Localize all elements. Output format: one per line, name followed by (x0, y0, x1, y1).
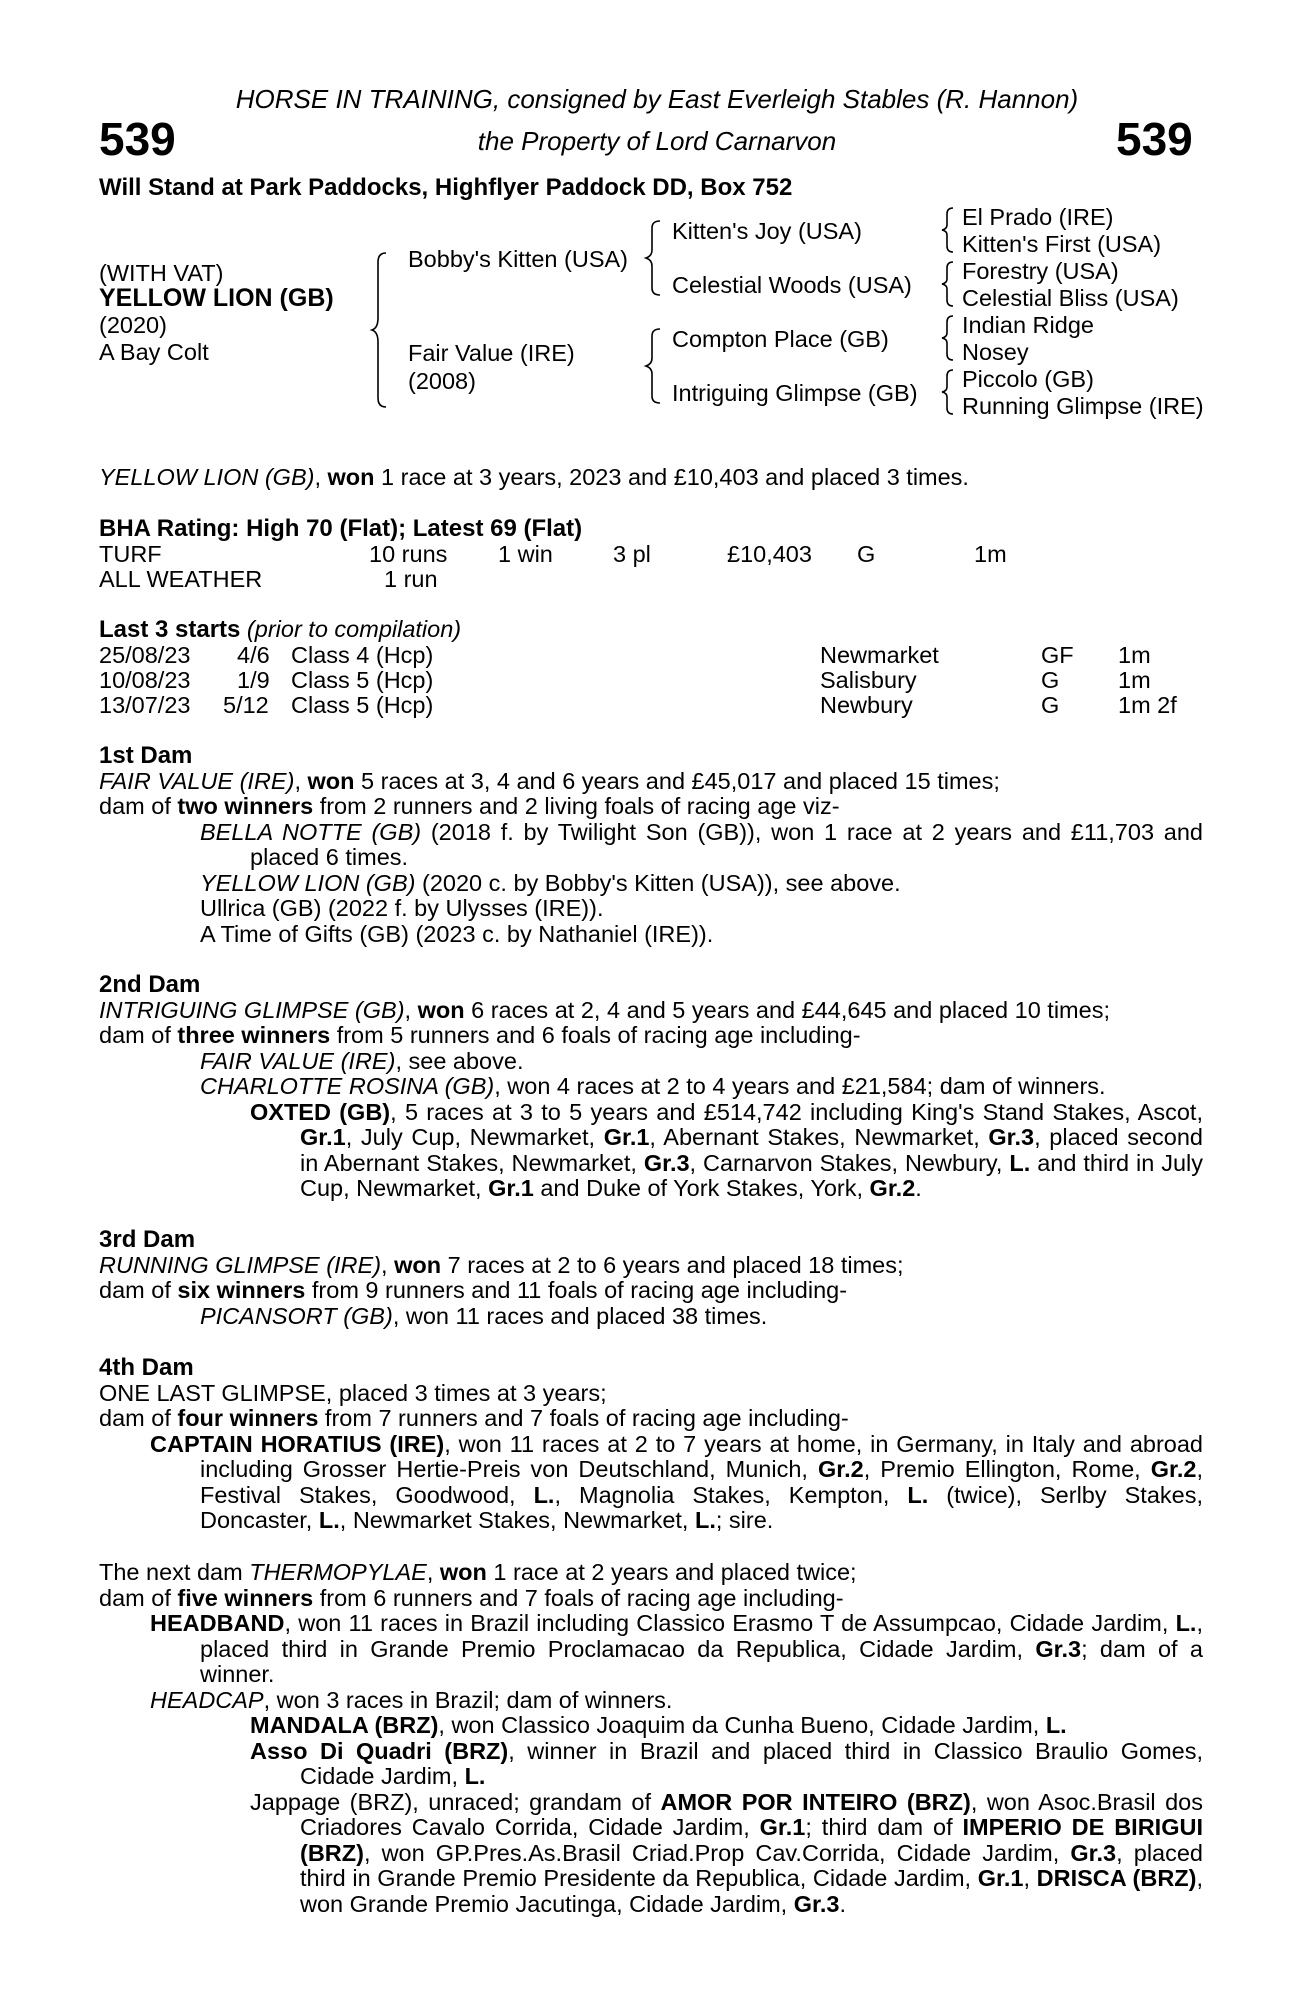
property-line: the Property of Lord Carnarvon (477, 126, 837, 156)
start-going: G (1041, 667, 1060, 693)
produce-text: from 5 runners and 6 foals of racing age including- (330, 1022, 861, 1048)
dam-year: (2008) (408, 368, 476, 394)
bracket-sd (940, 260, 956, 308)
produce-name: IMPERIO DE BIRIGUI (BRZ) (300, 1814, 1203, 1866)
produce-record: (2020 c. by Bobby's Kitten (USA)), see above. (415, 869, 901, 896)
horse-description: A Bay Colt (99, 339, 209, 365)
record-text: , won 3 races in Brazil; dam of winners. (263, 1686, 673, 1713)
grade-label: Gr.1 (300, 1124, 346, 1150)
bracket-dd (940, 368, 956, 416)
produce-text: from 7 runners and 7 foals of racing age including- (318, 1405, 849, 1431)
sss: El Prado (IRE) (962, 204, 1114, 230)
produce-text: from 6 runners and 7 foals of racing age including- (313, 1584, 844, 1611)
next-dam-line (99, 1560, 1203, 1586)
summary-won: won (327, 464, 375, 490)
third-dam-section (99, 1227, 1203, 1329)
produce-name: OXTED (GB) (250, 1098, 391, 1125)
record-text: 1 race at 2 years and placed twice; (486, 1559, 857, 1585)
record-text: ; third dam of (805, 1814, 963, 1840)
record-text: , 5 races at 3 to 5 years and £514,742 including King's Stand Stakes, Ascot, (390, 1098, 1203, 1125)
bracket-ss (940, 206, 956, 254)
grade-label: Gr.2 (1150, 1456, 1197, 1482)
produce-name: PICANSORT (GB) (200, 1302, 393, 1329)
winners-count: three winners (177, 1022, 331, 1048)
summary-rest: 1 race at 3 years, 2023 and £10,403 and placed 3 times. (374, 464, 969, 490)
produce-name: FAIR VALUE (IRE) (200, 1047, 396, 1074)
first-dam-section (99, 743, 1203, 947)
second-dam-produce (99, 1023, 1203, 1049)
produce-text: from 9 runners and 11 foals of racing age including- (305, 1277, 848, 1303)
record-text: , won 11 races in Brazil including Classico Erasmo T de Assumpcao, Cidade Jardim, (284, 1610, 1176, 1636)
start-course: Newmarket (820, 642, 939, 668)
start-date: 25/08/23 (99, 642, 191, 668)
second-dam-line: INTRIGUING GLIMPSE (GB), won 6 races at 2, 4 and 5 years and £44,645 and placed 10 times; (99, 996, 1110, 1023)
turf-distance: 1m (974, 541, 1007, 567)
turf-runs: 10 runs (369, 541, 448, 567)
dam-name: THERMOPYLAE (249, 1559, 427, 1585)
third-dam-title: 3rd Dam (99, 1226, 196, 1253)
start-class: Class 4 (Hcp) (291, 642, 434, 668)
horse-name: YELLOW LION (GB) (99, 284, 334, 312)
produce-record: , see above. (395, 1047, 524, 1074)
start-distance: 1m (1118, 667, 1151, 693)
bracket-dam (646, 326, 666, 406)
record-text: ; dam of a winner. (200, 1635, 1203, 1687)
grade-label: Gr.1 (488, 1175, 534, 1201)
dam-dam: Intriguing Glimpse (GB) (672, 380, 918, 406)
record-text: 7 races at 2 to 6 years and placed 18 times; (441, 1251, 904, 1278)
won-label: won (439, 1559, 487, 1585)
record-text: 6 races at 2, 4 and 5 years and £44,645 and placed 10 times; (464, 996, 1110, 1023)
grade-label: Gr.1 (603, 1124, 650, 1150)
record-text: (twice), Serlby Stakes, Doncaster, (200, 1481, 1204, 1533)
produce-item (99, 1688, 1203, 1714)
turf-label: TURF (99, 541, 162, 567)
grade-label: L. (533, 1481, 555, 1508)
grade-label: L. (464, 1763, 486, 1789)
stand-location: Will Stand at Park Paddocks, Highflyer Paddock DD, Box 752 (99, 174, 793, 201)
start-position: 4/6 (237, 642, 270, 668)
lot-number-right: 539 (1116, 113, 1193, 165)
second-dam-section (99, 972, 1203, 1202)
sds: Forestry (USA) (962, 258, 1119, 284)
produce-item (99, 1790, 1203, 1918)
produce-name: YELLOW LION (GB) (200, 869, 416, 896)
aw-label: ALL WEATHER (99, 566, 263, 592)
produce-prefix: dam of (99, 793, 178, 819)
turf-placed: 3 pl (613, 541, 651, 567)
start-class: Class 5 (Hcp) (291, 667, 434, 693)
aw-runs: 1 run (384, 566, 438, 592)
produce-item (99, 1100, 1203, 1202)
produce-record: (2018 f. by Twilight Son (GB)), won 1 race at 2 years and £11,703 and placed 6 times. (250, 818, 1203, 870)
produce-item (99, 1074, 1203, 1100)
record-text: , Abernant Stakes, Newmarket, (649, 1124, 989, 1150)
first-dam-produce (99, 794, 1203, 820)
grade-label: L. (1175, 1610, 1197, 1636)
turf-wins: 1 win (498, 541, 553, 567)
record-text: , Festival Stakes, Goodwood, (200, 1456, 1203, 1508)
produce-item: Ullrica (GB) (2022 f. by Ulysses (IRE)). (200, 895, 604, 921)
produce-name: MANDALA (BRZ) (250, 1712, 439, 1738)
winners-count: two winners (177, 793, 314, 819)
start-distance: 1m 2f (1118, 692, 1177, 718)
record-text: . (839, 1890, 847, 1917)
summary-name: YELLOW LION (GB) (99, 464, 315, 490)
record-text: and third in July Cup, Newmarket, (300, 1149, 1203, 1201)
bracket-ds (940, 314, 956, 362)
record-text: , won Grande Premio Jacutinga, Cidade Jardim, (300, 1865, 1204, 1917)
grade-label: Gr.3 (1070, 1839, 1117, 1866)
grade-label: Gr.3 (793, 1890, 840, 1917)
produce-name: HEADBAND (150, 1610, 285, 1636)
winners-count: four winners (177, 1405, 319, 1431)
vat-label: (WITH VAT) (99, 260, 224, 286)
third-dam-line: RUNNING GLIMPSE (IRE), won 7 races at 2 to 6 years and placed 18 times; (99, 1251, 904, 1278)
winners-count: six winners (177, 1277, 306, 1303)
dss: Indian Ridge (962, 312, 1094, 338)
record-text: , Magnolia Stakes, Kempton, (554, 1481, 908, 1508)
record-text: , (1023, 1865, 1037, 1891)
grade-label: L. (907, 1481, 929, 1508)
dam-name: INTRIGUING GLIMPSE (GB) (99, 996, 405, 1023)
produce-item (99, 1432, 1203, 1534)
record-text: , won 11 races at 2 to 7 years at home, in Germany, in Italy and abroad including Grosser Hertie-Preis von Deutschland, Munich, (200, 1430, 1203, 1482)
record-text: , placed second in Abernant Stakes, Newmarket, (300, 1124, 1203, 1176)
start-going: G (1041, 692, 1060, 718)
bracket-sire (646, 218, 666, 298)
record-text: , winner in Brazil and placed third in Classico Braulio Gomes, Cidade Jardim, (300, 1737, 1203, 1789)
produce-record: , won 4 races at 2 to 4 years and £21,584; dam of winners. (494, 1073, 1106, 1099)
record-text: , won Classico Joaquim da Cunha Bueno, Cidade Jardim, (438, 1712, 1046, 1738)
start-date: 13/07/23 (99, 692, 191, 718)
produce-name: Asso Di Quadri (BRZ) (250, 1737, 509, 1764)
turf-prize: £10,403 (727, 541, 812, 567)
record-text: , won GP.Pres.As.Brasil Criad.Prop Cav.Corrida, Cidade Jardim, (363, 1839, 1071, 1866)
third-dam-produce (99, 1278, 1203, 1304)
second-dam-title: 2nd Dam (99, 971, 201, 998)
horse-year: (2020) (99, 312, 167, 338)
produce-item: A Time of Gifts (GB) (2023 c. by Nathaniel (IRE)). (200, 920, 714, 947)
last3-title: Last 3 starts (99, 616, 241, 643)
dam-name: Fair Value (IRE) (408, 340, 575, 366)
won-label: won (394, 1251, 442, 1278)
start-distance: 1m (1118, 642, 1151, 668)
consignor-line: HORSE IN TRAINING, consigned by East Everleigh Stables (R. Hannon) (235, 84, 1079, 114)
first-dam-title: 1st Dam (99, 742, 193, 769)
grade-label: L. (318, 1507, 340, 1533)
record-text: . (915, 1175, 922, 1201)
produce-item (99, 1713, 1203, 1739)
record-text: , (426, 1559, 440, 1585)
lot-number-left: 539 (99, 113, 176, 165)
produce-prefix: dam of (99, 1584, 178, 1611)
winners-count: five winners (177, 1584, 314, 1611)
produce-name: BELLA NOTTE (GB) (200, 818, 422, 845)
dsd: Nosey (962, 339, 1029, 365)
record-text: , placed third in Grande Premio Proclamacao da Republica, Cidade Jardim, (200, 1610, 1203, 1662)
grade-label: Gr.3 (988, 1124, 1035, 1150)
start-position: 5/12 (223, 692, 269, 718)
bha-rating: BHA Rating: High 70 (Flat); Latest 69 (Flat) (99, 515, 583, 542)
record-text: and Duke of York Stakes, York, (533, 1175, 870, 1201)
bracket-main (372, 250, 392, 410)
fourth-dam-title: 4th Dam (99, 1354, 194, 1381)
dam-name: FAIR VALUE (IRE) (99, 767, 295, 794)
produce-name: DRISCA (BRZ) (1036, 1865, 1197, 1891)
grade-label: Gr.2 (869, 1175, 916, 1201)
grade-label: Gr.2 (817, 1456, 864, 1482)
produce-item (99, 1049, 1203, 1075)
produce-item (99, 1739, 1203, 1790)
next-dam-section (99, 1560, 1203, 1917)
record-text: , Newmarket Stakes, Newmarket, (339, 1507, 695, 1533)
won-label: won (417, 996, 465, 1023)
next-dam-produce (99, 1586, 1203, 1612)
won-label: won (307, 767, 355, 794)
produce-item (99, 1611, 1203, 1688)
start-position: 1/9 (237, 667, 270, 693)
produce-prefix: dam of (99, 1405, 178, 1431)
dam-name: RUNNING GLIMPSE (IRE) (99, 1251, 382, 1278)
start-date: 10/08/23 (99, 667, 191, 693)
fourth-dam-produce (99, 1406, 1203, 1432)
record-text: , placed third in Grande Premio Presidente da Republica, Cidade Jardim, (300, 1839, 1203, 1891)
grade-label: L. (1009, 1149, 1031, 1176)
start-going: GF (1041, 642, 1074, 668)
start-course: Salisbury (820, 667, 917, 693)
first-dam-line: FAIR VALUE (IRE), won 5 races at 3, 4 and 6 years and £45,017 and placed 15 times; (99, 767, 1000, 794)
produce-prefix: dam of (99, 1277, 178, 1303)
sire-dam: Celestial Woods (USA) (672, 272, 912, 298)
sire-name: Bobby's Kitten (USA) (408, 246, 628, 272)
grade-label: L. (1045, 1712, 1067, 1738)
start-class: Class 5 (Hcp) (291, 692, 434, 718)
grade-label: Gr.3 (643, 1149, 690, 1176)
grade-label: Gr.1 (977, 1865, 1024, 1891)
record-text: , won Asoc.Brasil dos Criadores Cavalo Corrida, Cidade Jardim, (300, 1788, 1203, 1840)
fourth-dam-line: ONE LAST GLIMPSE, placed 3 times at 3 years; (99, 1379, 607, 1406)
record-text: 5 races at 3, 4 and 6 years and £45,017 and placed 15 times; (354, 767, 1000, 794)
sdd: Celestial Bliss (USA) (962, 285, 1179, 311)
ddd: Running Glimpse (IRE) (962, 393, 1204, 419)
produce-item (99, 871, 1203, 897)
produce-name: HEADCAP (150, 1686, 264, 1713)
dam-sire: Compton Place (GB) (672, 326, 889, 352)
produce-item (99, 820, 1203, 871)
start-course: Newbury (820, 692, 913, 718)
turf-going: G (857, 541, 876, 567)
fourth-dam-section (99, 1355, 1203, 1534)
produce-name: CHARLOTTE ROSINA (GB) (200, 1073, 495, 1099)
race-summary: YELLOW LION (GB), won 1 race at 3 years, 2023 and £10,403 and placed 3 times. (99, 464, 969, 490)
produce-text: from 2 runners and 2 living foals of racing age viz- (313, 793, 840, 819)
dds: Piccolo (GB) (962, 366, 1094, 392)
produce-item (99, 1304, 1203, 1330)
sire-sire: Kitten's Joy (USA) (672, 218, 862, 244)
grade-label: Gr.1 (759, 1814, 806, 1840)
record-text: , Premio Ellington, Rome, (863, 1456, 1151, 1482)
record-text: ; sire. (715, 1507, 774, 1533)
record-text: Jappage (BRZ), unraced; grandam of (250, 1788, 661, 1815)
record-text: , July Cup, Newmarket, (345, 1124, 604, 1150)
grade-label: L. (694, 1507, 716, 1533)
produce-name: CAPTAIN HORATIUS (IRE) (150, 1430, 445, 1457)
produce-name: AMOR POR INTEIRO (BRZ) (660, 1788, 971, 1815)
last3-note: (prior to compilation) (240, 616, 462, 642)
grade-label: Gr.3 (1035, 1635, 1082, 1662)
record-text: , Carnarvon Stakes, Newbury, (689, 1149, 1010, 1176)
record-text: The next dam (99, 1559, 250, 1585)
produce-record: , won 11 races and placed 38 times. (392, 1302, 768, 1329)
ssd: Kitten's First (USA) (962, 231, 1162, 257)
last3-heading (99, 616, 461, 644)
produce-prefix: dam of (99, 1022, 178, 1048)
